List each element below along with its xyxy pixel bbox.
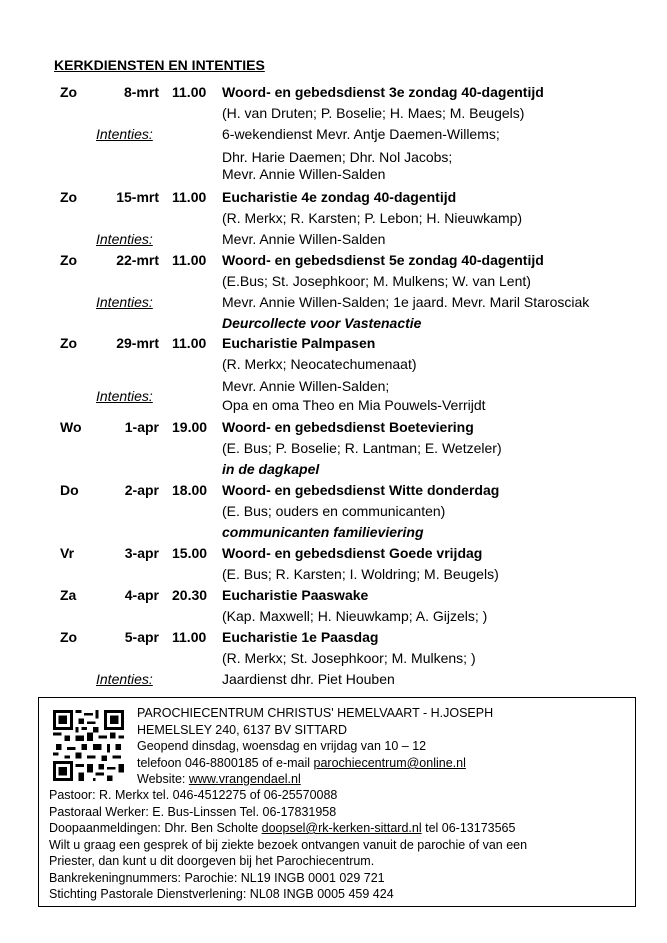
service-time: 11.00: [172, 84, 207, 100]
baptism-line: [49, 820, 515, 837]
opening-hours: Geopend dinsdag, woensdag en vrijdag van 10 – 12: [137, 739, 427, 753]
service-people: (R. Merkx; R. Karsten; P. Lebon; H. Nieuwkamp): [222, 210, 523, 226]
worker-line: Pastoraal Werker: E. Bus-Linssen Tel. 06-17831958: [49, 805, 337, 819]
service-people-row: [0, 564, 667, 584]
service-people-row: [0, 103, 667, 123]
service-people: (Kap. Maxwell; H. Nieuwkamp; A. Gijzels; ): [222, 608, 488, 624]
service-note: communicanten familieviering: [222, 524, 424, 540]
parish-address: HEMELSLEY 240, 6137 BV SITTARD: [137, 723, 348, 737]
website-link[interactable]: www.vrangendael.nl: [188, 772, 301, 786]
website-line: [137, 771, 301, 788]
service-note-row: [0, 313, 667, 333]
intention-text: 6-wekendienst Mevr. Antje Daemen-Willems;: [222, 126, 500, 142]
intentions-label: Intenties:: [96, 231, 153, 247]
service-date: 3-apr: [124, 545, 159, 561]
service-day: Wo: [60, 419, 82, 435]
baptism-email-link[interactable]: doopsel@rk-kerken-sittard.nl: [261, 821, 422, 835]
baptism-text: Doopaanmeldingen: Dhr. Ben Scholte: [49, 821, 262, 835]
service-title: Woord- en gebedsdienst Goede vrijdag: [222, 545, 483, 561]
intention-text: Opa en oma Theo en Mia Pouwels-Verrijdt: [222, 397, 486, 413]
website-label: Website:: [137, 772, 189, 786]
intentions-label: Intenties:: [96, 126, 153, 142]
service-day: Do: [60, 482, 79, 498]
parish-name: PAROCHIECENTRUM CHRISTUS' HEMELVAART - H.JOSEPH: [137, 706, 494, 720]
service-people: (E. Bus; P. Boselie; R. Lantman; E. Wetzeler): [222, 440, 502, 456]
service-people: (H. van Druten; P. Boselie; H. Maes; M. Beugels): [222, 105, 525, 121]
pastor-line: Pastoor: R. Merkx tel. 046-4512275 of 06-25570088: [49, 788, 338, 802]
service-row: [0, 187, 667, 207]
service-date: 29-mrt: [116, 335, 159, 351]
service-row: [0, 82, 667, 102]
service-row: [0, 333, 667, 353]
page-title: KERKDIENSTEN EN INTENTIES: [54, 57, 265, 73]
visit-line-1: Wilt u graag een gesprek of bij ziekte bezoek ontvangen vanuit de parochie of van een: [49, 838, 528, 852]
service-row: [0, 417, 667, 437]
service-people-row: [0, 438, 667, 458]
service-people: (E. Bus; R. Karsten; I. Woldring; M. Beugels): [222, 566, 499, 582]
service-time: 11.00: [172, 335, 207, 351]
intentions-row: [0, 229, 667, 249]
service-people-row: [0, 208, 667, 228]
service-people-row: [0, 606, 667, 626]
intentions-label: Intenties:: [96, 671, 153, 687]
intention-text: Mevr. Annie Willen-Salden: [222, 166, 386, 182]
service-note: Deurcollecte voor Vastenactie: [222, 315, 422, 331]
service-title: Eucharistie Paaswake: [222, 587, 369, 603]
service-day: Za: [60, 587, 77, 603]
service-date: 2-apr: [124, 482, 159, 498]
service-people-row: [0, 648, 667, 668]
service-date: 22-mrt: [116, 252, 159, 268]
service-day: Zo: [60, 335, 78, 351]
visit-line-2: Priester, dan kunt u dit doorgeven bij het Parochiecentrum.: [49, 854, 375, 868]
service-note: in de dagkapel: [222, 461, 320, 477]
service-time: 15.00: [172, 545, 208, 561]
email-link[interactable]: parochiecentrum@online.nl: [313, 756, 466, 770]
service-people-row: [0, 354, 667, 374]
service-people-row: [0, 271, 667, 291]
intentions-label: Intenties:: [96, 294, 153, 310]
service-day: Zo: [60, 84, 78, 100]
service-people: (E. Bus; ouders en communicanten): [222, 503, 446, 519]
service-title: Woord- en gebedsdienst Witte donderdag: [222, 482, 500, 498]
service-title: Woord- en gebedsdienst Boeteviering: [222, 419, 474, 435]
service-note-row: [0, 459, 667, 479]
service-time: 19.00: [172, 419, 208, 435]
service-day: Vr: [60, 545, 75, 561]
qr-code-icon[interactable]: [53, 710, 124, 781]
service-row: [0, 585, 667, 605]
service-people-row: [0, 501, 667, 521]
intention-text: Mevr. Annie Willen-Salden; 1e jaard. Mevr. Maril Starosciak: [222, 294, 590, 310]
service-time: 11.00: [172, 629, 207, 645]
contact-line: [137, 755, 466, 772]
baptism-phone: tel 06-13173565: [421, 821, 516, 835]
bank-line-1: Bankrekeningnummers: Parochie: NL19 INGB 0001 029 721: [49, 871, 385, 885]
service-row: [0, 627, 667, 647]
service-title: Woord- en gebedsdienst 5e zondag 40-dagentijd: [222, 252, 544, 268]
service-date: 5-apr: [124, 629, 159, 645]
service-title: Woord- en gebedsdienst 3e zondag 40-dagentijd: [222, 84, 544, 100]
service-time: 18.00: [172, 482, 208, 498]
service-date: 15-mrt: [116, 189, 159, 205]
bank-line-2: Stichting Pastorale Dienstverlening: NL08 INGB 0005 459 424: [49, 887, 394, 901]
service-day: Zo: [60, 189, 78, 205]
service-time: 11.00: [172, 252, 207, 268]
intentions-row: [0, 395, 667, 415]
service-title: Eucharistie Palmpasen: [222, 335, 376, 351]
service-note-row: [0, 522, 667, 542]
service-date: 4-apr: [124, 587, 159, 603]
intentions-row: [0, 292, 667, 312]
service-day: Zo: [60, 629, 78, 645]
service-date: 1-apr: [124, 419, 159, 435]
service-row: [0, 543, 667, 563]
intentions-row: [0, 669, 667, 689]
service-row: [0, 250, 667, 270]
service-title: Eucharistie 1e Paasdag: [222, 629, 379, 645]
intention-text: Jaardienst dhr. Piet Houben: [222, 671, 395, 687]
service-row: [0, 480, 667, 500]
service-people: (R. Merkx; Neocatechumenaat): [222, 356, 417, 372]
intention-text: Dhr. Harie Daemen; Dhr. Nol Jacobs;: [222, 149, 453, 165]
intention-text: Mevr. Annie Willen-Salden: [222, 231, 386, 247]
service-date: 8-mrt: [123, 84, 159, 100]
service-people: (E.Bus; St. Josephkoor; M. Mulkens; W. van Lent): [222, 273, 531, 289]
intentions-label: Intenties:: [96, 388, 153, 404]
intentions-row: [0, 164, 667, 184]
service-people: (R. Merkx; St. Josephkoor; M. Mulkens; ): [222, 650, 476, 666]
service-time: 20.30: [172, 587, 208, 603]
service-time: 11.00: [172, 189, 207, 205]
intention-text: Mevr. Annie Willen-Salden;: [222, 378, 390, 394]
phone-text: telefoon 046-8800185 of e-mail: [137, 756, 314, 770]
service-title: Eucharistie 4e zondag 40-dagentijd: [222, 189, 457, 205]
service-day: Zo: [60, 252, 78, 268]
intentions-row: [0, 124, 667, 144]
